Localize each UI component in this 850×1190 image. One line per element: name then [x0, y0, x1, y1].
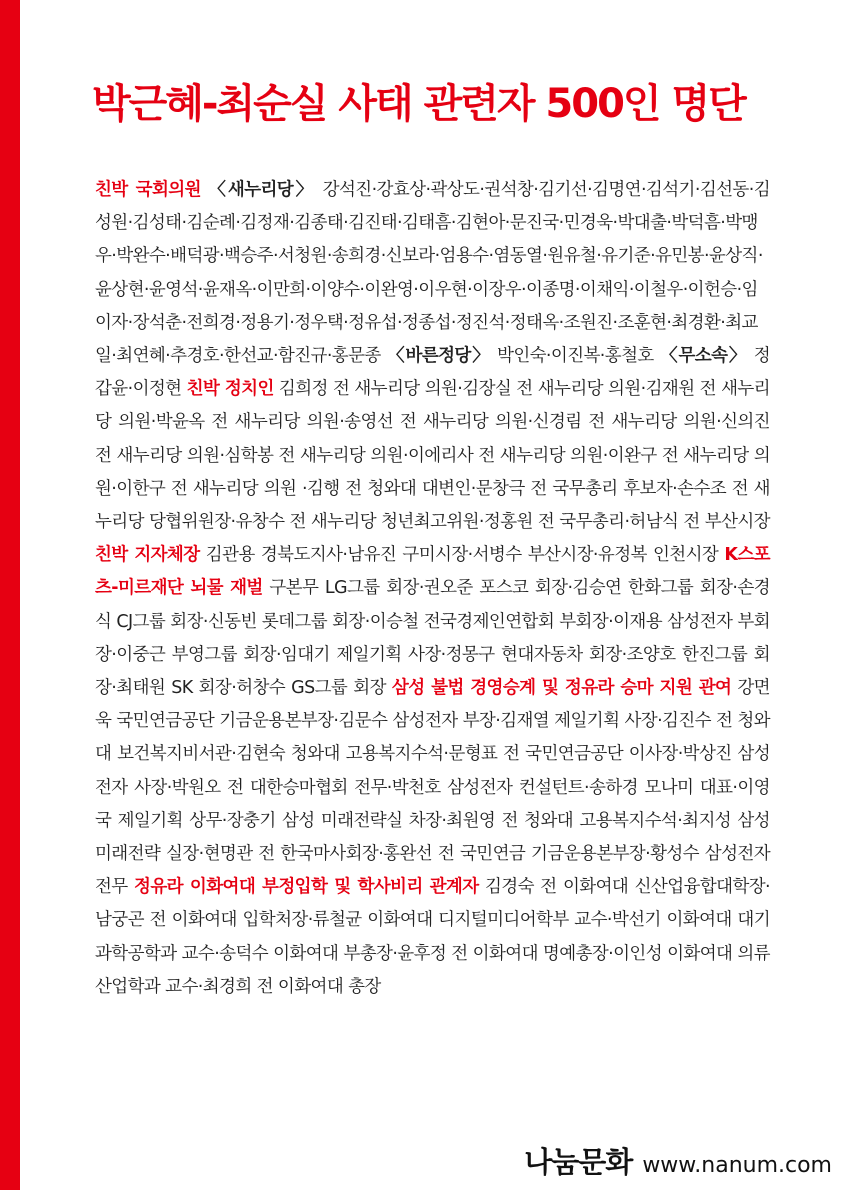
- names-ewha: 김경숙 전 이화여대 신산업융합대학장·남궁곤 전 이화여대 입학처장·류철균 이화여대 디지털미디어학부 교수·박선기 이화여대 대기과학공학과 교수·송덕수 이화여대 부총장·윤후정 전 이화여대 명예총장·이인성 이화여대 의류산업학과 교수·최경희 전 이화여대 총장: [95, 877, 771, 997]
- section-label-samsung: 삼성 불법 경영승계 및 정유라 승마 지원 관여: [391, 678, 732, 699]
- names-samsung: 강면욱 국민연금공단 기금운용본부장·김문수 삼성전자 부장·김재열 제일기획 사장·김진수 전 청와대 보건복지비서관·김현숙 청와대 고용복지수석·문형표 전 국민연금공단 이사장·박상진 삼성전자 사장·박원오 전 대한승마협회 전무·박천호 삼성전자 컨설턴트·송하경 모나미 대표·이영국 제일기획 상무·장충기 삼성 미래전략실 차장·최원영 전 청와대 고용복지수석·최지성 삼성 미래전략 실장·현명관 전 한국마사회장·홍완선 전 국민연금 기금운용본부장·황성수 삼성전자 전무: [95, 678, 770, 898]
- names-bareun: 박인숙·이진복·홍철호: [497, 346, 654, 367]
- section-label-local-heads: 친박 지자체장: [95, 545, 200, 566]
- section-label-chaebol: K스포츠-미르재단 뇌물 재벌: [95, 545, 770, 599]
- party-label-independent: 〈무소속〉: [660, 346, 748, 367]
- page-title: 박근혜-최순실 사태 관련자 500인 명단: [92, 81, 745, 127]
- names-local-heads: 김관용 경북도지사·남유진 구미시장·서병수 부산시장·유정복 인천시장: [205, 545, 719, 566]
- names-independent: 정갑윤·이정현: [95, 346, 770, 400]
- name-list-body: [95, 174, 770, 1004]
- website-url: www.nanum.com: [642, 1153, 832, 1178]
- names-saenuri: 강석진·강효상·곽상도·권석창·김기선·김명연·김석기·김선동·김성원·김성태·김순례·김정재·김종태·김진태·김태흠·김현아·문진국·민경욱·박대출·박덕흠·박맹우·박완수·배덕광·백승주·서청원·송희경·신보라·엄용수·염동열·원유철·유기준·유민봉·윤상직·윤상현·윤영석·윤재옥·이만희·이양수·이완영·이우현·이장우·이종명·이채익·이철우·이헌승·임이자·장석춘·전희경·정용기·정우택·정유섭·정종섭·정진석·정태옥·조원진·조훈현·최경환·최교일·최연혜·추경호·한선교·함진규·홍문종: [95, 180, 770, 367]
- left-accent-bar: [0, 0, 20, 1190]
- names-politicians: 김희정 전 새누리당 의원·김장실 전 새누리당 의원·김재원 전 새누리당 의원·박윤옥 전 새누리당 의원·송영선 전 새누리당 의원·신경림 전 새누리당 의원·신의진 전 새누리당 의원·심학봉 전 새누리당 의원·이에리사 전 새누리당 의원·이완구 전 새누리당 의원·이한구 전 새누리당 의원 ·김행 전 청와대 대변인·문창극 전 국무총리 후보자·손수조 전 새누리당 당협위원장·유창수 전 새누리당 청년최고위원·정홍원 전 국무총리·허남식 전 부산시장: [95, 379, 770, 533]
- section-label-pro-park-politicians: 친박 정치인: [186, 379, 274, 400]
- section-label-pro-park-lawmakers: 친박 국회의원: [95, 180, 201, 200]
- names-chaebol: 구본무 LG그룹 회장·권오준 포스코 회장·김승연 한화그룹 회장·손경식 CJ그룹 회장·신동빈 롯데그룹 회장·이승철 전국경제인연합회 부회장·이재용 삼성전자 부회장·이중근 부영그룹 회장·임대기 제일기획 사장·정몽구 현대자동차 회장·조양호 한진그룹 회장·최태원 SK 회장·허창수 GS그룹 회장: [95, 578, 770, 699]
- brand-name: 나눔문화: [524, 1145, 633, 1179]
- party-label-saenuri: 〈새누리당〉: [208, 180, 316, 200]
- footer: [524, 1140, 832, 1181]
- section-label-ewha: 정유라 이화여대 부정입학 및 학사비리 관계자: [134, 877, 479, 898]
- party-label-bareun: 〈바른정당〉: [387, 346, 491, 367]
